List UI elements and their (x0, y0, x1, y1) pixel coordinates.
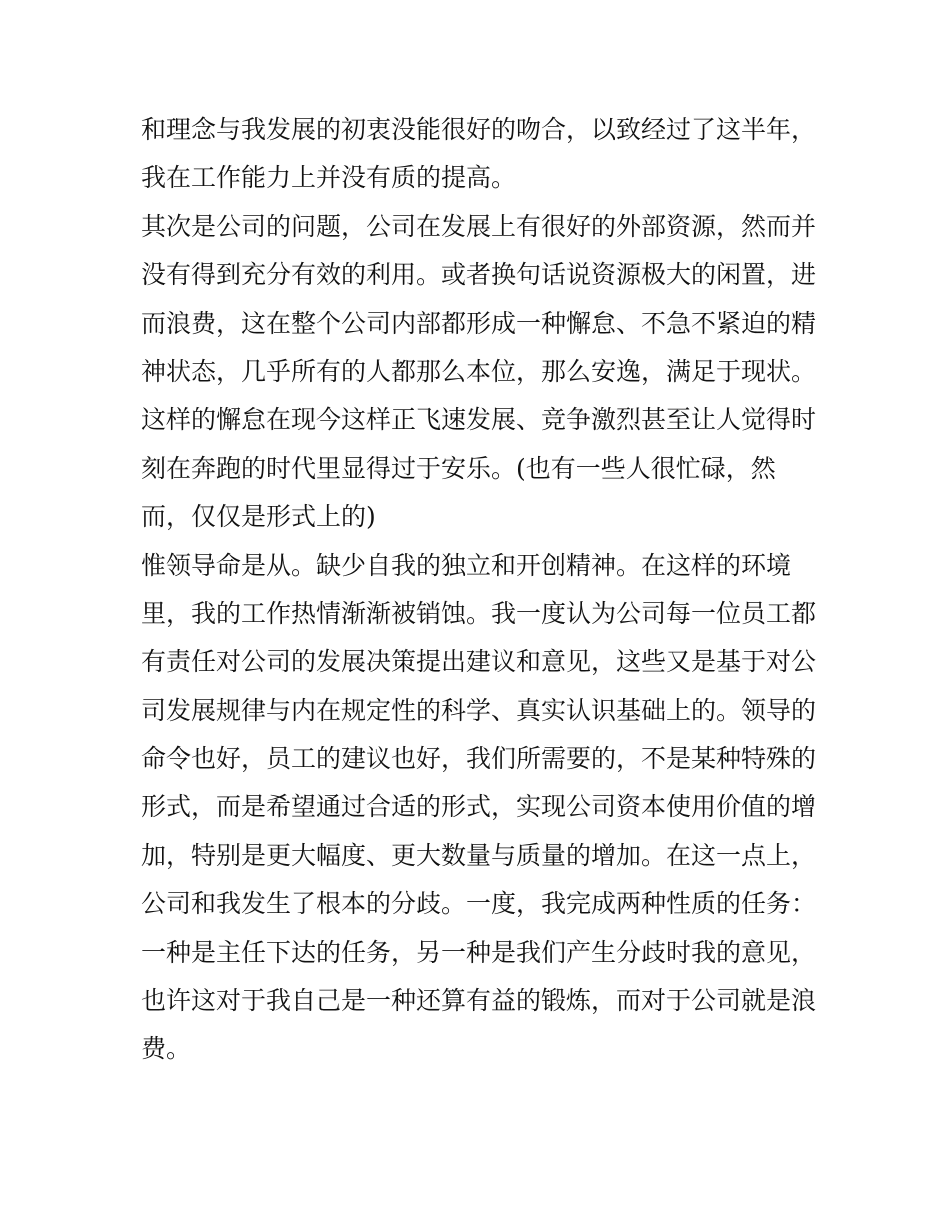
text-line: 而浪费，这在整个公司内部都形成一种懈怠、不急不紧迫的精 (141, 308, 817, 338)
text-line: 费。 (141, 1034, 192, 1064)
text-line: 和理念与我发展的初衷没能很好的吻合，以致经过了这半年， (141, 115, 817, 144)
text-line: 公司和我发生了根本的分歧。一度，我完成两种性质的任务： (141, 889, 817, 919)
text-line: 也许这对于我自己是一种还算有益的锻炼，而对于公司就是浪 (141, 986, 817, 1016)
text-line: 刻在奔跑的时代里显得过于安乐。(也有一些人很忙碌，然 (141, 453, 776, 483)
text-line: 没有得到充分有效的利用。或者换句话说资源极大的闲置，进 (141, 260, 817, 290)
text-line: 形式，而是希望通过合适的形式，实现公司资本使用价值的增 (141, 792, 817, 822)
text-line: 而，仅仅是形式上的) (141, 502, 376, 532)
text-line: 有责任对公司的发展决策提出建议和意见，这些又是基于对公 (141, 647, 817, 677)
text-line: 命令也好，员工的建议也好，我们所需要的，不是某种特殊的 (141, 744, 817, 774)
text-line: 我在工作能力上并没有质的提高。 (141, 163, 517, 193)
text-line: 其次是公司的问题，公司在发展上有很好的外部资源，然而并 (141, 211, 817, 241)
text-line: 神状态，几乎所有的人都那么本位，那么安逸，满足于现状。 (141, 356, 817, 386)
text-line: 一种是主任下达的任务，另一种是我们产生分歧时我的意见， (141, 937, 817, 967)
text-line: 司发展规律与内在规定性的科学、真实认识基础上的。领导的 (141, 695, 817, 725)
text-line: 这样的懈怠在现今这样正飞速发展、竞争激烈甚至让人觉得时 (141, 405, 817, 435)
text-line: 惟领导命是从。缺少自我的独立和开创精神。在这样的环境 (141, 550, 792, 580)
body-text (141, 106, 821, 1074)
text-line: 里，我的工作热情渐渐被销蚀。我一度认为公司每一位员工都 (141, 598, 817, 628)
text-line: 加，特别是更大幅度、更大数量与质量的增加。在这一点上， (141, 840, 817, 870)
